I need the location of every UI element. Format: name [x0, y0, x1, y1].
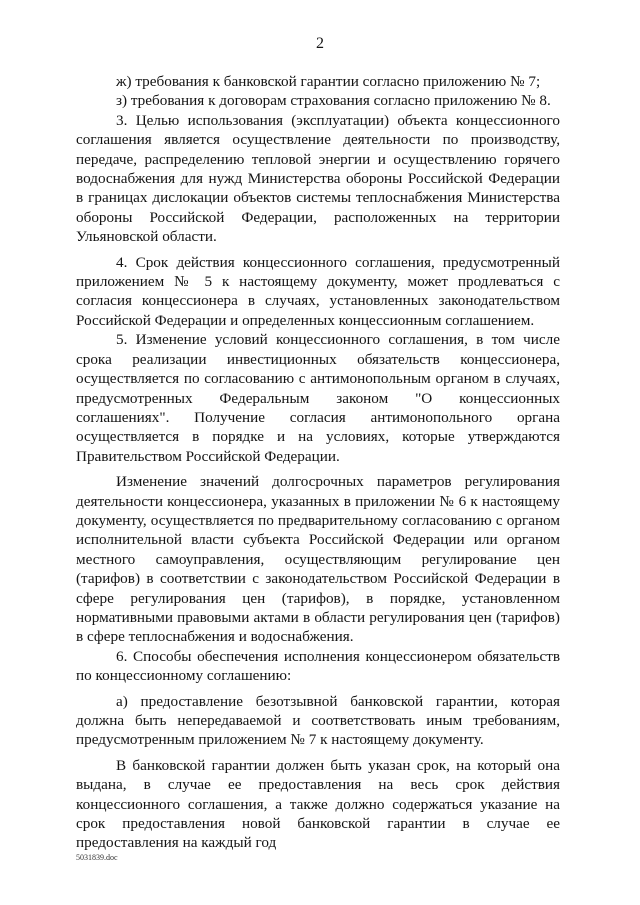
document-body — [76, 72, 560, 853]
paragraph-6-item-a: а) предоставление безотзывной банковской гарантии, которая должна быть непередаваемой и соответствовать иным требованиям, предусмотренным приложением № 7 к настоящему документу. — [76, 692, 560, 749]
paragraph-5-continued: Изменение значений долгосрочных параметров регулирования деятельности концессионера, указанных в приложении № 6 к настоящему документу, осуществляется по предварительному согласованию с органом исполнительной власти субъекта Российской Федерации или органом местного самоуправления, осуществляющим регулирование цен (тарифов) в соответствии с законодательством Российской Федерации в сфере регулирования цен (тарифов), в порядке, установленном нормативными правовыми актами в области регулирования цен (тарифов) в сфере теплоснабжения и водоснабжения. — [76, 473, 560, 646]
paragraph-3: 3. Целью использования (эксплуатации) объекта концессионного соглашения является осуществление деятельности по производству, передаче, распределению тепловой энергии и осуществлению горячего водоснабжения для нужд Министерства обороны Российской Федерации в границах дислокации объектов системы теплоснабжения Министерства обороны Российской Федерации, расположенных на территории Ульяновской области. — [76, 111, 560, 246]
paragraph-4: 4. Срок действия концессионного соглашения, предусмотренный приложением № 5 к настоящему документу, может продлеваться с согласия концессионера в случаях, установленных законодательством Российской Федерации и определенных концессионным соглашением. — [76, 253, 560, 329]
page-number: 2 — [316, 35, 324, 52]
paragraph-item-z: з) требования к договорам страхования согласно приложению № 8. — [116, 92, 551, 110]
paragraph-item-zh: ж) требования к банковской гарантии согласно приложению № 7; — [116, 73, 541, 90]
paragraph-bank-guarantee: В банковской гарантии должен быть указан срок, на который она выдана, в случае ее предоставления на весь срок действия концессионного соглашения, а также должно содержаться указание на срок предоставления новой банковской гарантии в случае ее предоставления на каждый год — [76, 756, 560, 852]
footer-filename: 5031839.doc — [76, 853, 118, 862]
paragraph-6: 6. Способы обеспечения исполнения концессионером обязательств по концессионному соглашению: — [76, 647, 560, 685]
paragraph-5: 5. Изменение условий концессионного соглашения, в том числе срока реализации инвестиционных обязательств концессионера, осуществляется по согласованию с антимонопольным органом в случаях, предусмотренных Федеральным законом "О концессионных соглашениях". Получение согласия антимонопольного органа осуществляется в порядке и на условиях, которые утверждаются Правительством Российской Федерации. — [76, 331, 560, 465]
